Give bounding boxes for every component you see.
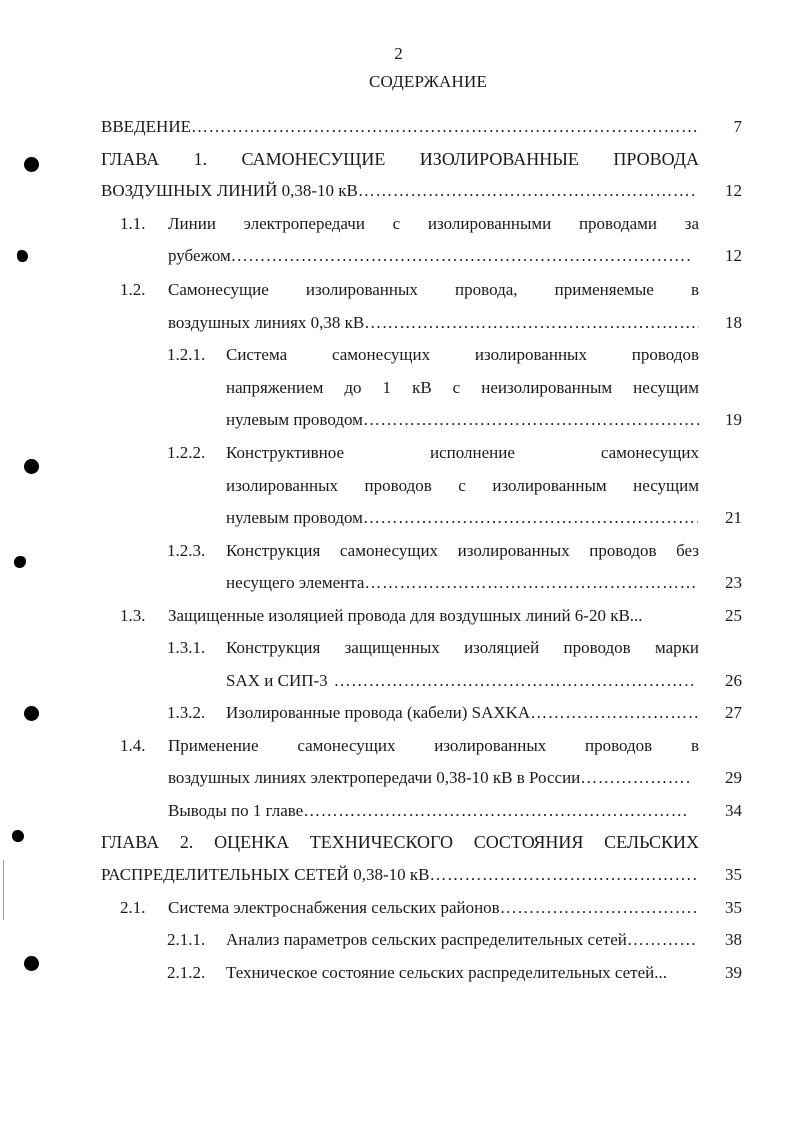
- toc-page-number: 7: [733, 117, 742, 136]
- toc-page-number: 35: [725, 898, 742, 917]
- toc-entry-title: нулевым проводом: [226, 508, 363, 527]
- toc-entry-title: ВВЕДЕНИЕ: [101, 117, 191, 136]
- leader-dots: [429, 863, 698, 887]
- toc-section-number: 2.1.1.: [167, 930, 206, 949]
- leader-dots: [363, 506, 698, 530]
- toc-section-number: 1.2.3.: [167, 541, 206, 560]
- leader-dots: [358, 179, 698, 203]
- toc-entry-title: Изолированные провода (кабели) SAXKA: [226, 703, 531, 722]
- punch-hole: [24, 459, 39, 474]
- toc-entry-title: Выводы по 1 главе: [168, 801, 304, 820]
- page-title: СОДЕРЖАНИЕ: [368, 72, 488, 91]
- toc-page-number: 18: [725, 313, 742, 332]
- toc-section-number: 2.1.2.: [167, 963, 206, 982]
- toc-section-number: 1.3.2.: [167, 703, 206, 722]
- toc-page-number: 19: [725, 410, 742, 429]
- toc-page-number: 12: [725, 246, 742, 265]
- punch-hole: [24, 157, 39, 172]
- toc-section-number: 1.2.2.: [167, 443, 206, 462]
- toc-section-number: 1.4.: [120, 736, 146, 755]
- scan-speck: [17, 250, 28, 262]
- toc-page-number: 35: [725, 865, 742, 884]
- toc-page-number: 38: [725, 930, 742, 949]
- toc-entry-title: Защищенные изоляцией провода для воздушных линий 6-20 кВ...: [168, 606, 643, 625]
- leader-dots: [334, 669, 696, 693]
- toc-entry-title: воздушных линиях электропередачи 0,38-10 кВ в России: [168, 768, 581, 787]
- page-number: 2: [394, 44, 403, 63]
- toc-entry-title: ГЛАВА 2. ОЦЕНКА ТЕХНИЧЕСКОГО СОСТОЯНИЯ СЕЛЬСКИХ: [101, 832, 699, 852]
- leader-dots: [364, 311, 699, 335]
- toc-page-number: 21: [725, 508, 742, 527]
- toc-entry-title: Анализ параметров сельских распределительных сетей: [226, 930, 627, 949]
- toc-entry-title: Самонесущие изолированных провода, применяемые в: [168, 280, 699, 299]
- toc-entry-title: нулевым проводом: [226, 410, 363, 429]
- toc-entry-title: ГЛАВА 1. САМОНЕСУЩИЕ ИЗОЛИРОВАННЫЕ ПРОВОДА: [101, 149, 699, 169]
- leader-dots: [500, 896, 696, 920]
- leader-dots: [530, 701, 698, 725]
- toc-section-number: 1.1.: [120, 214, 146, 233]
- toc-entry-title: Линии электропередачи с изолированными проводами за: [168, 214, 699, 233]
- toc-entry-title: Конструктивное исполнение самонесущих: [226, 443, 699, 462]
- toc-page-number: 25: [725, 606, 742, 625]
- toc-entry-title: Техническое состояние сельских распределительных сетей...: [226, 963, 667, 982]
- toc-section-number: 2.1.: [120, 898, 146, 917]
- toc-page-number: 29: [725, 768, 742, 787]
- toc-page-number: 12: [725, 181, 742, 200]
- punch-hole: [24, 706, 39, 721]
- leader-dots: [364, 571, 698, 595]
- toc-page-number: 27: [725, 703, 742, 722]
- scan-speck: [12, 830, 24, 842]
- toc-section-number: 1.2.1.: [167, 345, 206, 364]
- toc-entry-title: Конструкция самонесущих изолированных проводов без: [226, 541, 699, 560]
- toc-section-number: 1.3.1.: [167, 638, 206, 657]
- toc-entry-title: Конструкция защищенных изоляцией проводов марки: [226, 638, 699, 657]
- toc-section-number: 1.2.: [120, 280, 146, 299]
- toc-page-number: 39: [725, 963, 742, 982]
- toc-entry-title: изолированных проводов с изолированным несущим: [226, 476, 699, 495]
- scan-speck: [14, 556, 26, 568]
- leader-dots: [303, 799, 689, 823]
- leader-dots: [627, 928, 698, 952]
- scan-edge-line: [3, 860, 4, 920]
- toc-entry-title: SAX и СИП-3: [226, 671, 328, 690]
- punch-hole: [24, 956, 39, 971]
- toc-page-number: 26: [725, 671, 742, 690]
- toc-section-number: 1.3.: [120, 606, 146, 625]
- toc-page-number: 23: [725, 573, 742, 592]
- toc-entry-title: напряжением до 1 кВ с неизолированным несущим: [226, 378, 699, 397]
- toc-entry-title: Система самонесущих изолированных проводов: [226, 345, 699, 364]
- toc-entry-title: Применение самонесущих изолированных проводов в: [168, 736, 699, 755]
- leader-dots: [191, 115, 698, 139]
- toc-page-number: 34: [725, 801, 742, 820]
- leader-dots: [231, 244, 690, 268]
- toc-entry-title: ВОЗДУШНЫХ ЛИНИЙ 0,38-10 кВ: [101, 181, 358, 200]
- toc-entry-title: несущего элемента: [226, 573, 365, 592]
- toc-entry-title: РАСПРЕДЕЛИТЕЛЬНЫХ СЕТЕЙ 0,38-10 кВ: [101, 865, 430, 884]
- leader-dots: [363, 408, 699, 432]
- leader-dots: [580, 766, 690, 790]
- toc-entry-title: Система электроснабжения сельских районов: [168, 898, 500, 917]
- toc-entry-title: рубежом: [168, 246, 231, 265]
- toc-entry-title: воздушных линиях 0,38 кВ: [168, 313, 365, 332]
